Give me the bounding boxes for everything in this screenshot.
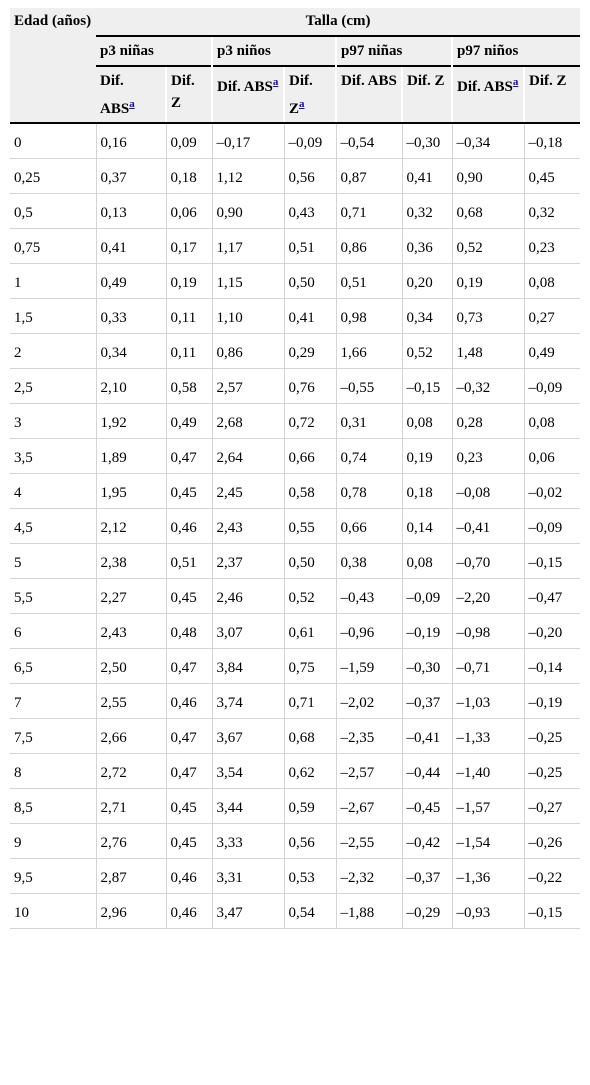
cell-edad: 5 — [10, 544, 96, 579]
subheader-7 — [524, 66, 580, 123]
cell-value: –0,37 — [402, 859, 452, 894]
cell-value: –2,32 — [336, 859, 402, 894]
cell-value: 2,27 — [96, 579, 166, 614]
cell-value: 0,32 — [402, 194, 452, 229]
cell-value: 0,56 — [284, 824, 336, 859]
cell-value: 0,11 — [166, 299, 212, 334]
cell-value: 0,52 — [402, 334, 452, 369]
cell-value: 0,08 — [524, 264, 580, 299]
cell-value: 0,47 — [166, 754, 212, 789]
cell-value: –0,54 — [336, 123, 402, 159]
cell-value: 0,08 — [524, 404, 580, 439]
cell-value: 0,52 — [452, 229, 524, 264]
cell-value: 0,86 — [212, 334, 284, 369]
cell-edad: 1 — [10, 264, 96, 299]
cell-value: 0,47 — [166, 719, 212, 754]
cell-value: 0,31 — [336, 404, 402, 439]
cell-value: –0,30 — [402, 649, 452, 684]
cell-value: 0,90 — [452, 159, 524, 194]
cell-edad: 7,5 — [10, 719, 96, 754]
cell-value: 2,68 — [212, 404, 284, 439]
cell-value: 0,50 — [284, 264, 336, 299]
group-p3-ninas: p3 niñas — [96, 36, 212, 66]
cell-value: 0,62 — [284, 754, 336, 789]
cell-value: 0,49 — [524, 334, 580, 369]
cell-value: 2,12 — [96, 509, 166, 544]
cell-value: –0,37 — [402, 684, 452, 719]
cell-value: 3,44 — [212, 789, 284, 824]
height-difference-table — [10, 8, 580, 929]
cell-value: –0,45 — [402, 789, 452, 824]
cell-edad: 9,5 — [10, 859, 96, 894]
cell-value: 0,87 — [336, 159, 402, 194]
table-row — [10, 404, 580, 439]
cell-value: 0,11 — [166, 334, 212, 369]
footnote-link[interactable]: a — [272, 76, 279, 88]
cell-value: 0,51 — [336, 264, 402, 299]
cell-value: 0,71 — [284, 684, 336, 719]
cell-value: 0,19 — [402, 439, 452, 474]
cell-value: 2,46 — [212, 579, 284, 614]
cell-value: 1,15 — [212, 264, 284, 299]
cell-edad: 1,5 — [10, 299, 96, 334]
cell-value: 0,34 — [402, 299, 452, 334]
cell-value: 0,46 — [166, 509, 212, 544]
cell-value: 1,17 — [212, 229, 284, 264]
cell-value: –0,41 — [402, 719, 452, 754]
cell-value: 0,19 — [166, 264, 212, 299]
cell-value: 0,27 — [524, 299, 580, 334]
cell-value: –1,59 — [336, 649, 402, 684]
cell-value: 3,84 — [212, 649, 284, 684]
cell-value: 0,41 — [284, 299, 336, 334]
cell-value: 0,23 — [524, 229, 580, 264]
cell-value: –0,93 — [452, 894, 524, 929]
cell-value: –0,42 — [402, 824, 452, 859]
cell-edad: 0,25 — [10, 159, 96, 194]
cell-value: 2,45 — [212, 474, 284, 509]
cell-value: 2,64 — [212, 439, 284, 474]
cell-value: 0,49 — [166, 404, 212, 439]
group-p3-ninos: p3 niños — [212, 36, 336, 66]
cell-value: –2,20 — [452, 579, 524, 614]
cell-value: 0,45 — [166, 474, 212, 509]
cell-value: 2,10 — [96, 369, 166, 404]
cell-value: 0,68 — [284, 719, 336, 754]
header-talla: Talla (cm) — [96, 8, 580, 36]
cell-value: 2,43 — [212, 509, 284, 544]
cell-value: –0,34 — [452, 123, 524, 159]
cell-value: 0,08 — [402, 404, 452, 439]
cell-value: 0,45 — [524, 159, 580, 194]
subheader-label: Dif. Z — [171, 73, 195, 111]
cell-value: –0,18 — [524, 123, 580, 159]
cell-value: 0,32 — [524, 194, 580, 229]
cell-value: 0,50 — [284, 544, 336, 579]
subheader-0 — [96, 66, 166, 123]
cell-value: –0,09 — [524, 369, 580, 404]
cell-value: –0,20 — [524, 614, 580, 649]
cell-value: 0,08 — [402, 544, 452, 579]
subheader-label: Dif. Z — [529, 73, 567, 89]
cell-value: –0,29 — [402, 894, 452, 929]
cell-edad: 2,5 — [10, 369, 96, 404]
subheader-label: Dif. ABS — [100, 73, 130, 117]
cell-value: 0,72 — [284, 404, 336, 439]
cell-value: 0,23 — [452, 439, 524, 474]
cell-edad: 10 — [10, 894, 96, 929]
cell-value: 3,31 — [212, 859, 284, 894]
cell-value: 3,07 — [212, 614, 284, 649]
cell-value: 0,17 — [166, 229, 212, 264]
cell-value: –0,17 — [212, 123, 284, 159]
cell-value: 0,86 — [336, 229, 402, 264]
table-row — [10, 299, 580, 334]
cell-value: 0,75 — [284, 649, 336, 684]
cell-value: –0,32 — [452, 369, 524, 404]
cell-value: –0,08 — [452, 474, 524, 509]
cell-value: –2,35 — [336, 719, 402, 754]
cell-value: –1,88 — [336, 894, 402, 929]
table-body — [10, 123, 580, 929]
cell-edad: 2 — [10, 334, 96, 369]
cell-value: –0,02 — [524, 474, 580, 509]
cell-value: 2,57 — [212, 369, 284, 404]
subheader-4 — [336, 66, 402, 123]
cell-value: –0,44 — [402, 754, 452, 789]
footnote-link[interactable]: a — [299, 98, 305, 110]
table-row — [10, 649, 580, 684]
cell-value: 1,10 — [212, 299, 284, 334]
table-container — [10, 8, 580, 929]
cell-value: 3,33 — [212, 824, 284, 859]
table-row — [10, 614, 580, 649]
cell-value: 0,38 — [336, 544, 402, 579]
cell-value: –1,40 — [452, 754, 524, 789]
cell-value: –1,36 — [452, 859, 524, 894]
cell-value: 0,49 — [96, 264, 166, 299]
cell-value: –0,09 — [284, 123, 336, 159]
cell-value: 1,66 — [336, 334, 402, 369]
cell-value: 1,12 — [212, 159, 284, 194]
cell-edad: 9 — [10, 824, 96, 859]
cell-value: 0,68 — [452, 194, 524, 229]
cell-value: 0,98 — [336, 299, 402, 334]
table-row — [10, 859, 580, 894]
cell-edad: 8,5 — [10, 789, 96, 824]
cell-value: 0,45 — [166, 824, 212, 859]
cell-edad: 0 — [10, 123, 96, 159]
cell-value: –0,71 — [452, 649, 524, 684]
cell-value: 0,53 — [284, 859, 336, 894]
cell-edad: 8 — [10, 754, 96, 789]
cell-value: 0,76 — [284, 369, 336, 404]
cell-edad: 0,75 — [10, 229, 96, 264]
cell-value: 0,54 — [284, 894, 336, 929]
cell-value: 0,90 — [212, 194, 284, 229]
cell-value: 0,41 — [96, 229, 166, 264]
table-row — [10, 264, 580, 299]
cell-value: –2,67 — [336, 789, 402, 824]
cell-value: –0,27 — [524, 789, 580, 824]
table-row — [10, 509, 580, 544]
cell-value: 0,19 — [452, 264, 524, 299]
cell-edad: 5,5 — [10, 579, 96, 614]
cell-value: 2,55 — [96, 684, 166, 719]
cell-value: 0,45 — [166, 789, 212, 824]
cell-value: 0,29 — [284, 334, 336, 369]
table-row — [10, 579, 580, 614]
cell-value: 0,36 — [402, 229, 452, 264]
table-row — [10, 544, 580, 579]
subheader-label: Dif. ABS — [217, 79, 273, 95]
cell-value: –1,54 — [452, 824, 524, 859]
group-p97-ninas: p97 niñas — [336, 36, 452, 66]
subheader-label: Dif. Z — [407, 73, 445, 89]
cell-value: –0,09 — [524, 509, 580, 544]
cell-edad: 4 — [10, 474, 96, 509]
cell-edad: 6 — [10, 614, 96, 649]
cell-value: 0,71 — [336, 194, 402, 229]
cell-edad: 3 — [10, 404, 96, 439]
cell-value: 2,37 — [212, 544, 284, 579]
cell-value: –1,57 — [452, 789, 524, 824]
cell-edad: 4,5 — [10, 509, 96, 544]
cell-value: 0,47 — [166, 439, 212, 474]
cell-value: 0,46 — [166, 684, 212, 719]
cell-value: 2,50 — [96, 649, 166, 684]
cell-value: 0,48 — [166, 614, 212, 649]
cell-edad: 7 — [10, 684, 96, 719]
cell-value: 2,87 — [96, 859, 166, 894]
subheader-2 — [212, 66, 284, 123]
cell-value: –2,55 — [336, 824, 402, 859]
cell-value: 2,38 — [96, 544, 166, 579]
cell-value: 3,47 — [212, 894, 284, 929]
cell-value: –1,03 — [452, 684, 524, 719]
cell-value: 0,41 — [402, 159, 452, 194]
table-row — [10, 439, 580, 474]
cell-value: 0,06 — [524, 439, 580, 474]
cell-value: 0,18 — [166, 159, 212, 194]
cell-value: 0,78 — [336, 474, 402, 509]
cell-value: –0,14 — [524, 649, 580, 684]
subheader-6 — [452, 66, 524, 123]
cell-value: 0,43 — [284, 194, 336, 229]
cell-value: 0,28 — [452, 404, 524, 439]
cell-value: 0,56 — [284, 159, 336, 194]
cell-value: 0,14 — [402, 509, 452, 544]
cell-value: –0,30 — [402, 123, 452, 159]
cell-value: 0,13 — [96, 194, 166, 229]
table-row — [10, 754, 580, 789]
table-row — [10, 719, 580, 754]
cell-value: –0,09 — [402, 579, 452, 614]
subheader-label: Dif. ABS — [341, 73, 397, 89]
cell-value: 2,96 — [96, 894, 166, 929]
cell-value: 0,66 — [284, 439, 336, 474]
cell-value: –0,98 — [452, 614, 524, 649]
cell-value: 2,66 — [96, 719, 166, 754]
cell-value: –0,47 — [524, 579, 580, 614]
cell-value: 0,74 — [336, 439, 402, 474]
cell-value: –0,22 — [524, 859, 580, 894]
cell-value: 2,76 — [96, 824, 166, 859]
cell-value: 3,67 — [212, 719, 284, 754]
cell-value: 0,55 — [284, 509, 336, 544]
cell-edad: 0,5 — [10, 194, 96, 229]
cell-value: –0,19 — [524, 684, 580, 719]
cell-value: 0,51 — [284, 229, 336, 264]
subheader-label: Dif. ABS — [457, 79, 513, 95]
table-row — [10, 159, 580, 194]
cell-value: 0,61 — [284, 614, 336, 649]
cell-value: –0,15 — [402, 369, 452, 404]
cell-value: –0,19 — [402, 614, 452, 649]
cell-value: –0,70 — [452, 544, 524, 579]
cell-value: –0,25 — [524, 719, 580, 754]
cell-value: –2,57 — [336, 754, 402, 789]
subheader-label: Dif. Z — [289, 73, 313, 117]
cell-value: 0,06 — [166, 194, 212, 229]
cell-value: 0,16 — [96, 123, 166, 159]
cell-value: –2,02 — [336, 684, 402, 719]
cell-value: 3,74 — [212, 684, 284, 719]
cell-value: 3,54 — [212, 754, 284, 789]
table-row — [10, 824, 580, 859]
group-p97-ninos: p97 niños — [452, 36, 580, 66]
cell-value: 0,58 — [284, 474, 336, 509]
table-row — [10, 369, 580, 404]
cell-value: –1,33 — [452, 719, 524, 754]
cell-value: –0,26 — [524, 824, 580, 859]
table-row — [10, 474, 580, 509]
footnote-link[interactable]: a — [129, 98, 135, 110]
cell-value: 1,89 — [96, 439, 166, 474]
cell-value: 0,47 — [166, 649, 212, 684]
cell-value: –0,41 — [452, 509, 524, 544]
table-row — [10, 123, 580, 159]
cell-value: 0,37 — [96, 159, 166, 194]
cell-value: 0,33 — [96, 299, 166, 334]
cell-value: –0,15 — [524, 544, 580, 579]
table-row — [10, 229, 580, 264]
subheader-1 — [166, 66, 212, 123]
cell-value: 1,95 — [96, 474, 166, 509]
table-row — [10, 789, 580, 824]
table-row — [10, 194, 580, 229]
cell-value: 0,20 — [402, 264, 452, 299]
cell-edad: 3,5 — [10, 439, 96, 474]
cell-value: 0,58 — [166, 369, 212, 404]
cell-value: –0,43 — [336, 579, 402, 614]
table-row — [10, 894, 580, 929]
table-header — [10, 8, 580, 123]
cell-value: 0,51 — [166, 544, 212, 579]
cell-value: 0,59 — [284, 789, 336, 824]
cell-value: –0,96 — [336, 614, 402, 649]
cell-value: –0,25 — [524, 754, 580, 789]
cell-value: 0,45 — [166, 579, 212, 614]
cell-value: 2,43 — [96, 614, 166, 649]
cell-value: 1,92 — [96, 404, 166, 439]
cell-value: 0,18 — [402, 474, 452, 509]
cell-value: 0,73 — [452, 299, 524, 334]
subheader-3 — [284, 66, 336, 123]
header-edad: Edad (años) — [10, 8, 96, 123]
cell-value: 0,46 — [166, 894, 212, 929]
subheader-5 — [402, 66, 452, 123]
table-row — [10, 684, 580, 719]
cell-value: 1,48 — [452, 334, 524, 369]
cell-value: 2,72 — [96, 754, 166, 789]
cell-value: 0,09 — [166, 123, 212, 159]
cell-value: 0,46 — [166, 859, 212, 894]
table-row — [10, 334, 580, 369]
cell-edad: 6,5 — [10, 649, 96, 684]
cell-value: 0,34 — [96, 334, 166, 369]
cell-value: 2,71 — [96, 789, 166, 824]
cell-value: –0,15 — [524, 894, 580, 929]
cell-value: –0,55 — [336, 369, 402, 404]
footnote-link[interactable]: a — [512, 76, 519, 88]
cell-value: 0,52 — [284, 579, 336, 614]
cell-value: 0,66 — [336, 509, 402, 544]
